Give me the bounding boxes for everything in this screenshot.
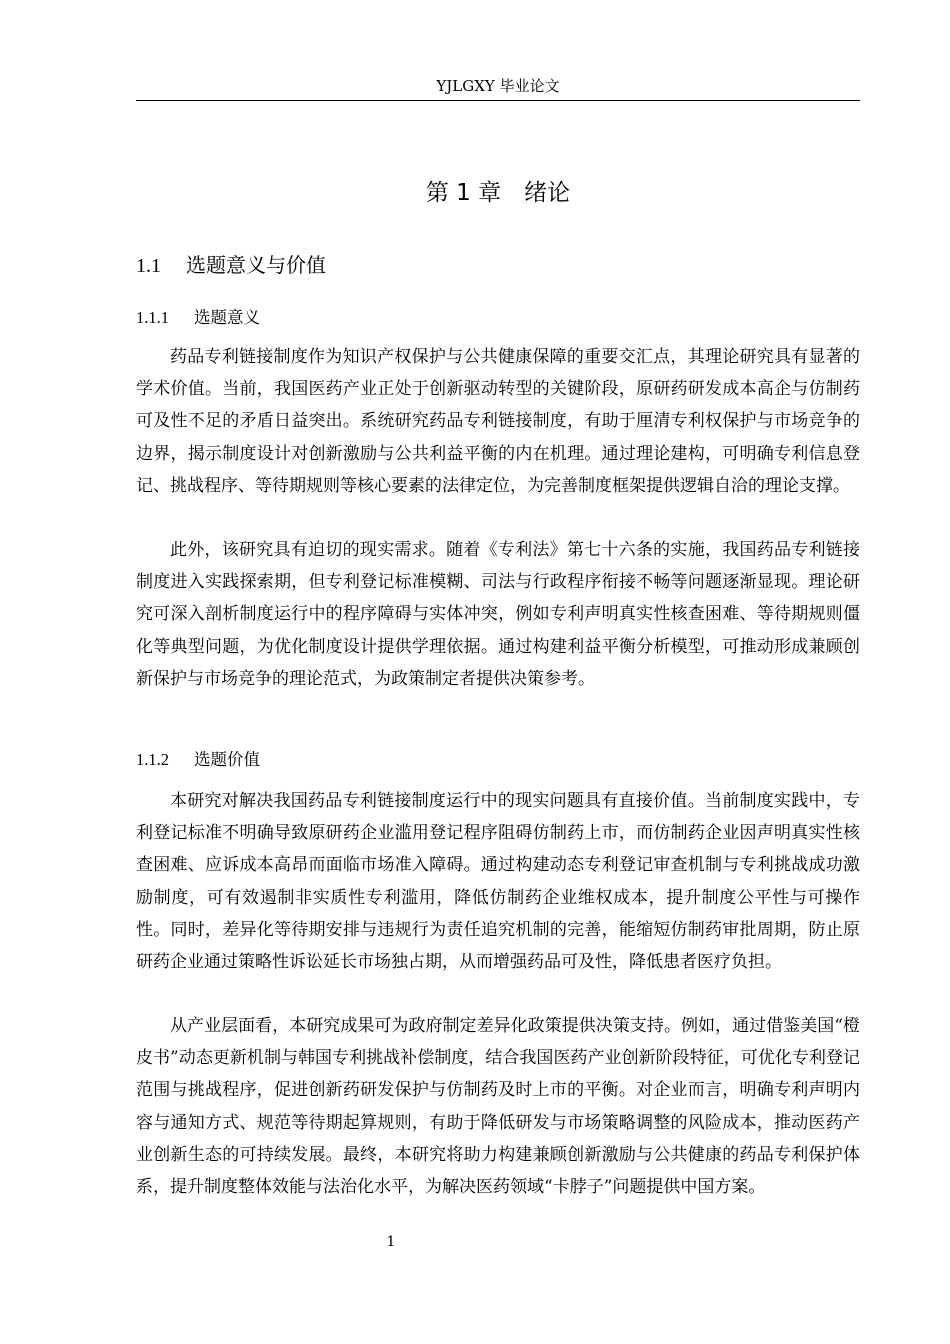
chapter-title: 第 1 章 绪论 xyxy=(425,180,571,206)
subsection-title: 选题价值 xyxy=(194,750,260,769)
paragraph-1-1-1-b: 此外，该研究具有迫切的现实需求。随着《专利法》第七十六条的实施，我国药品专利链接制度进入实践探索期，但专利登记标准模糊、司法与行政程序衔接不畅等问题逐渐显现。理论研究可深入剖析制度运行中的程序障碍与实体冲突，例如专利声明真实性核查困难、等待期规则僵化等典型问题，为优化制度设计提供学理依据。通过构建利益平衡分析模型，可推动形成兼顾创新保护与市场竞争的理论范式，为政策制定者提供决策参考。 xyxy=(136,540,860,689)
subsection-heading-1-1-2 xyxy=(136,748,260,772)
section-title: 选题意义与价值 xyxy=(186,253,326,277)
running-header: YJLGXY 毕业论文 xyxy=(436,77,560,95)
subsection-number: 1.1.1 xyxy=(136,308,169,327)
section-heading-1-1 xyxy=(136,251,326,280)
page-number: 1 xyxy=(386,1234,396,1250)
paragraph-1-1-2-a: 本研究对解决我国药品专利链接制度运行中的现实问题具有直接价值。当前制度实践中，专利登记标准不明确导致原研药企业滥用登记程序阻碍仿制药上市，而仿制药企业因声明真实性核查困难、应诉成本高昂而面临市场准入障碍。通过构建动态专利登记审查机制与专利挑战成功激励制度，可有效遏制非实质性专利滥用，降低仿制药企业维权成本，提升制度公平性与可操作性。同时，差异化等待期安排与违规行为责任追究机制的完善，能缩短仿制药审批周期，防止原研药企业通过策略性诉讼延长市场独占期，从而增强药品可及性，降低患者医疗负担。 xyxy=(136,791,860,973)
subsection-heading-1-1-1 xyxy=(136,306,260,330)
paragraph-1-1-1-a: 药品专利链接制度作为知识产权保护与公共健康保障的重要交汇点，其理论研究具有显著的学术价值。当前，我国医药产业正处于创新驱动转型的关键阶段，原研药研发成本高企与仿制药可及性不足的矛盾日益突出。系统研究药品专利链接制度，有助于厘清专利权保护与市场竞争的边界，揭示制度设计对创新激励与公共利益平衡的内在机理。通过理论建构，可明确专利信息登记、挑战程序、等待期规则等核心要素的法律定位，为完善制度框架提供逻辑自洽的理论支撑。 xyxy=(136,347,860,496)
header-rule xyxy=(136,100,860,101)
section-number: 1.1 xyxy=(136,255,161,277)
subsection-number: 1.1.2 xyxy=(136,750,169,769)
subsection-title: 选题意义 xyxy=(194,308,260,327)
paragraph-1-1-2-b: 从产业层面看，本研究成果可为政府制定差异化政策提供决策支持。例如，通过借鉴美国“橙皮书”动态更新机制与韩国专利挑战补偿制度，结合我国医药产业创新阶段特征，可优化专利登记范围与挑战程序，促进创新药研发保护与仿制药及时上市的平衡。对企业而言，明确专利声明内容与通知方式、规范等待期起算规则，有助于降低研发与市场策略调整的风险成本，推动医药产业创新生态的可持续发展。最终，本研究将助力构建兼顾创新激励与公共健康的药品专利保护体系，提升制度整体效能与法治化水平，为解决医药领域“卡脖子”问题提供中国方案。 xyxy=(136,1016,860,1198)
